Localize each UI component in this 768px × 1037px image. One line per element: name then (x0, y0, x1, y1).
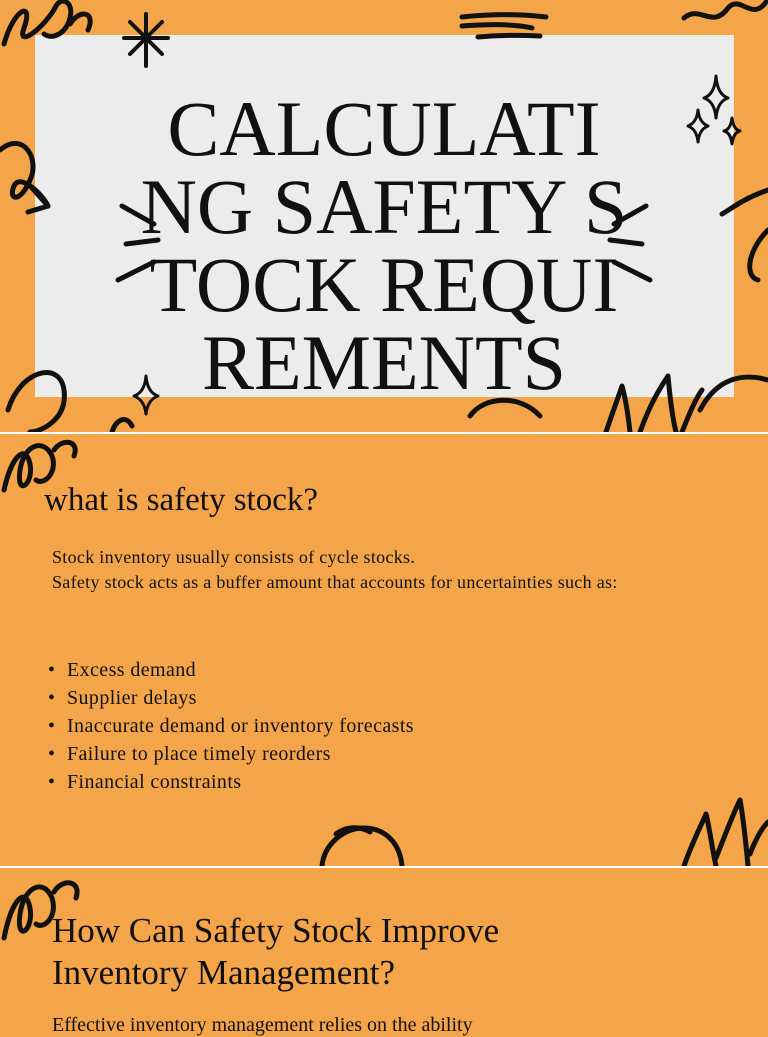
list-item (48, 712, 414, 740)
list-item-text: Inaccurate demand or inventory forecasts (67, 715, 414, 737)
list-item (48, 768, 414, 796)
bullet-icon: • (48, 771, 56, 793)
section-heading: what is safety stock? (44, 482, 319, 518)
asterisk-star-icon (124, 14, 168, 66)
list-item-text: Failure to place timely reorders (67, 743, 331, 765)
bullet-icon: • (48, 687, 56, 709)
bullet-icon: • (48, 659, 56, 681)
slide-3 (0, 868, 768, 1036)
list-item-text: Excess demand (67, 659, 197, 681)
scribble-loop-icon (70, 14, 90, 30)
zigzag-scribble-icon (684, 800, 768, 866)
scribble-loop-icon (112, 419, 132, 432)
intro-line: Safety stock acts as a buffer amount that accounts for uncertainties such as: (52, 571, 618, 592)
scribble-loop-icon (722, 190, 768, 214)
body-text-partial: Effective inventory management relies on the ability (52, 1014, 473, 1036)
slide-title: CALCULATING SAFETY STOCK REQUIREMENTS (140, 85, 628, 406)
intro-text (52, 545, 672, 594)
scribble-loop-icon (8, 373, 64, 432)
slide-1 (0, 0, 768, 432)
list-item (48, 684, 414, 712)
list-item (48, 740, 414, 768)
list-item-text: Financial constraints (67, 771, 242, 793)
zigzag-scribble-icon (462, 15, 546, 37)
bullet-icon: • (48, 715, 56, 737)
intro-line: Stock inventory usually consists of cycle stocks. (52, 547, 416, 567)
section-heading: How Can Safety Stock Improve Inventory Management? (52, 911, 500, 992)
scribble-loop-icon (54, 883, 77, 898)
uncertainty-list (48, 656, 414, 796)
sparkle-icon (688, 76, 740, 144)
scribble-wave-icon (684, 2, 766, 18)
list-item-text: Supplier delays (67, 687, 197, 709)
scribble-loop-icon (4, 1, 71, 44)
scribble-loop-icon (54, 442, 75, 456)
arrow-head-icon (28, 188, 48, 212)
scribble-loop-icon (4, 887, 53, 938)
scribble-wave-icon (700, 377, 768, 410)
bullet-icon: • (48, 743, 56, 765)
scribble-loop-icon (750, 230, 768, 280)
list-item (48, 656, 414, 684)
slide-2 (0, 434, 768, 866)
